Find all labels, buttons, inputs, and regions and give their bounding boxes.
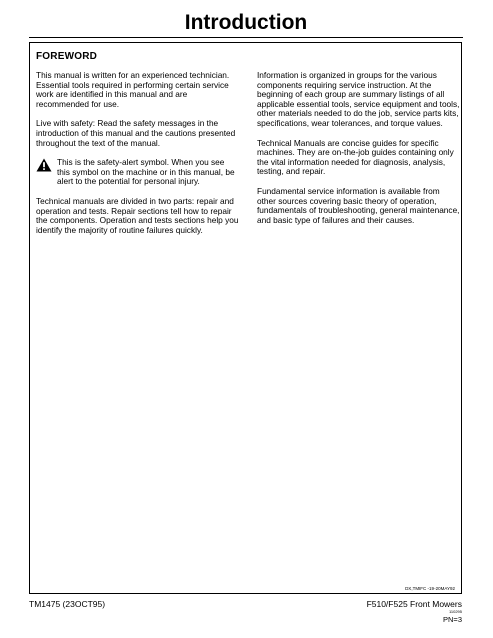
safety-alert-row [36,158,239,187]
technical-manuals-paragraph: Technical Manuals are concise guides for specific machines. They are on-the-job guides containing only the vital information needed for diagnosis, analysis, testing, and repair. [257,137,454,177]
safety-paragraph: Live with safety: Read the safety messages in the introduction of this manual and the cautions presented throughout the text of the manual. [36,118,236,148]
safety-alert-text: This is the safety-alert symbol. When you see this symbol on the machine or in this manual, be alert to the potential for personal injury. [57,157,235,187]
left-column [36,71,239,245]
fundamental-info-paragraph: Fundamental service information is available from other sources covering basic theory of operation, fundamentals of troubleshooting, general maintenance, and basic type of failures and their causes. [257,185,460,225]
page-title: Introduction [29,8,463,38]
foreword-heading: FOREWORD [36,51,98,62]
footer-manual-id: TM1475 (23OCT95) [29,599,106,609]
safety-alert-triangle-icon [36,158,52,172]
intro-paragraph: This manual is written for an experienced technician. Essential tools required in performing certain service work are identified in this manual and are recommended for use. [36,70,230,109]
manual-parts-paragraph: Technical manuals are divided in two parts: repair and operation and tests. Repair sections tell how to repair the components. Operation and tests sections help you identify the majority of routine failures quickly. [36,195,239,235]
footer-page-number: PN=3 [443,615,462,624]
foreword-section [29,42,462,594]
right-column [257,71,460,235]
footer-manual-title: F510/F525 Front Mowers [366,599,462,609]
document-code: DX,TMIFC -19-20MAY92 [405,586,455,591]
groups-paragraph: Information is organized in groups for the various components requiring service instruction. At the beginning of each group are summary listings of all applicable essential tools, service equipment and tools, other materials needed to do the job, service parts kits, specifications, wear tolerances, and torque values. [257,70,460,128]
footer-right-block [367,599,462,624]
footer-date-code: 110295 [448,609,462,614]
